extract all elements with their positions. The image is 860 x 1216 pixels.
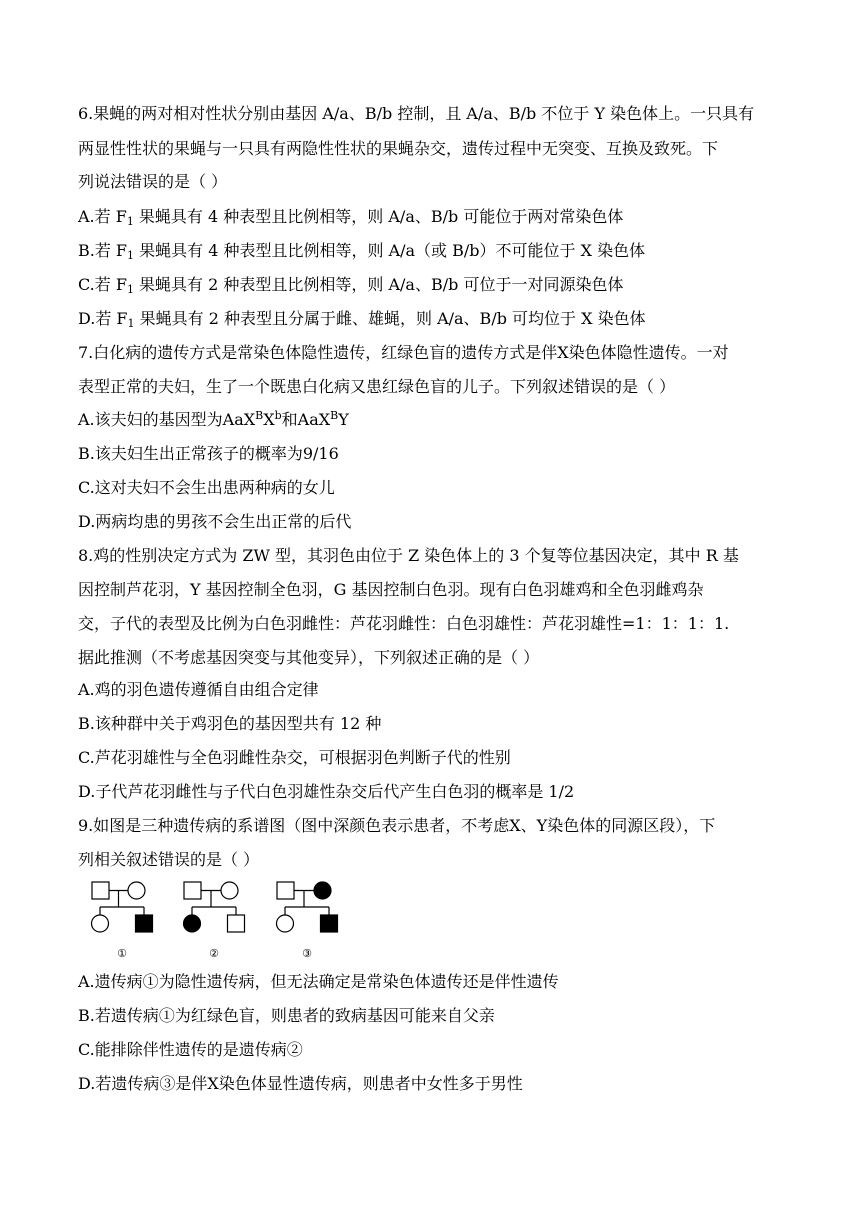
q6-stem-line-1: 6.果蝇的两对相对性状分别由基因 A/a、B/b 控制，且 A/a、B/b 不位于 Y 染色体上。一只具有 (78, 104, 755, 123)
pedigree-label-1: ① (117, 947, 127, 960)
pedigree-1-affected-son (136, 915, 153, 932)
q9-option-a: A.遗传病①为隐性遗传病，但无法确定是常染色体遗传还是伴性遗传 (78, 972, 559, 991)
pedigree-3-affected-mother (314, 882, 331, 899)
pedigree-1-daughter (92, 915, 109, 932)
q7-option-d: D.两病均患的男孩不会生出正常的后代 (78, 512, 352, 531)
pedigree-3-daughter (277, 915, 294, 932)
q7-option-b: B.该夫妇生出正常孩子的概率为9/16 (78, 444, 339, 463)
pedigree-1-mother (128, 882, 145, 899)
q8-option-d: D.子代芦花羽雌性与子代白色羽雄性杂交后代产生白色羽的概率是 1/2 (78, 782, 575, 801)
pedigree-2-mother (221, 882, 238, 899)
q6-option-b: B.若 $F_1$ 果蝇具有 4 种表型且比例相等，则 A/a（或 B/b）不可能位于 X 染色体 (78, 241, 646, 262)
q6-stem-line-2: 两显性性状的果蝇与一只具有两隐性性状的果蝇杂交，遗传过程中无突变、互换及致死。下 (78, 139, 719, 158)
q8-stem-line-2: 因控制芦花羽，Y 基因控制全色羽，G 基因控制白色羽。现有白色羽雄鸡和全色羽雌鸡杂 (78, 580, 704, 599)
q6-option-a: A.若 $F_1$ 果蝇具有 4 种表型且比例相等，则 A/a、B/b 可能位于两对常染色体 (78, 207, 624, 228)
q8-stem-line-4: 据此推测（不考虑基因突变与其他变异），下列叙述正确的是（ ） (78, 648, 540, 667)
pedigree-3-affected-son (321, 915, 338, 932)
q9-stem-line-1: 9.如图是三种遗传病的系谱图（图中深颜色表示患者，不考虑X、Y染色体的同源区段），下 (78, 816, 716, 835)
q7-stem-line-2: 表型正常的夫妇，生了一个既患白化病又患红绿色盲的儿子。下列叙述错误的是（ ） (78, 377, 676, 396)
q8-stem-line-3: 交，子代的表型及比例为白色羽雌性：芦花羽雌性：白色羽雄性：芦花羽雄性=1：1：1：1. (78, 614, 730, 633)
pedigree-2-son (228, 915, 245, 932)
pedigree-1 (92, 882, 153, 932)
q8-option-c: C.芦花羽雄性与全色羽雌性杂交，可根据羽色判断子代的性别 (78, 748, 511, 767)
pedigree-2 (184, 882, 245, 932)
q6-option-d: D.若 $F_1$ 果蝇具有 2 种表型且分属于雌、雄蝇，则 A/a、B/b 可均位于 X 染色体 (78, 309, 646, 330)
pedigree-figure (84, 876, 354, 964)
q7-option-a: A.该夫妇的基因型为$AaX^BX^b$和AaX$^B$Y (78, 409, 349, 429)
q9-option-c: C.能排除伴性遗传的是遗传病② (78, 1040, 303, 1059)
q8-stem-line-1: 8.鸡的性别决定方式为 ZW 型，其羽色由位于 Z 染色体上的 3 个复等位基因决定，其中 R 基 (78, 546, 739, 565)
q9-option-d: D.若遗传病③是伴X染色体显性遗传病，则患者中女性多于男性 (78, 1074, 523, 1093)
q6-option-c: C.若 $F_1$ 果蝇具有 2 种表型且比例相等，则 A/a、B/b 可位于一对同源染色体 (78, 275, 624, 296)
q8-option-b: B.该种群中关于鸡羽色的基因型共有 12 种 (78, 714, 382, 733)
pedigree-1-father (92, 882, 109, 899)
pedigree-2-affected-daughter (184, 915, 201, 932)
q7-option-c: C.这对夫妇不会生出患两种病的女儿 (78, 478, 335, 497)
q6-stem-line-3: 列说法错误的是（ ） (78, 172, 228, 191)
q7-stem-line-1: 7.白化病的遗传方式是常染色体隐性遗传，红绿色盲的遗传方式是伴X染色体隐性遗传。一对 (78, 343, 729, 362)
q9-stem-line-2: 列相关叙述错误的是（ ） (78, 850, 260, 869)
pedigree-3-father (277, 882, 294, 899)
pedigree-label-3: ③ (302, 947, 312, 960)
pedigree-2-father (184, 882, 201, 899)
q8-option-a: A.鸡的羽色遗传遵循自由组合定律 (78, 680, 319, 699)
pedigree-label-2: ② (209, 947, 219, 960)
pedigree-3 (277, 882, 338, 932)
q9-option-b: B.若遗传病①为红绿色盲，则患者的致病基因可能来自父亲 (78, 1006, 495, 1025)
